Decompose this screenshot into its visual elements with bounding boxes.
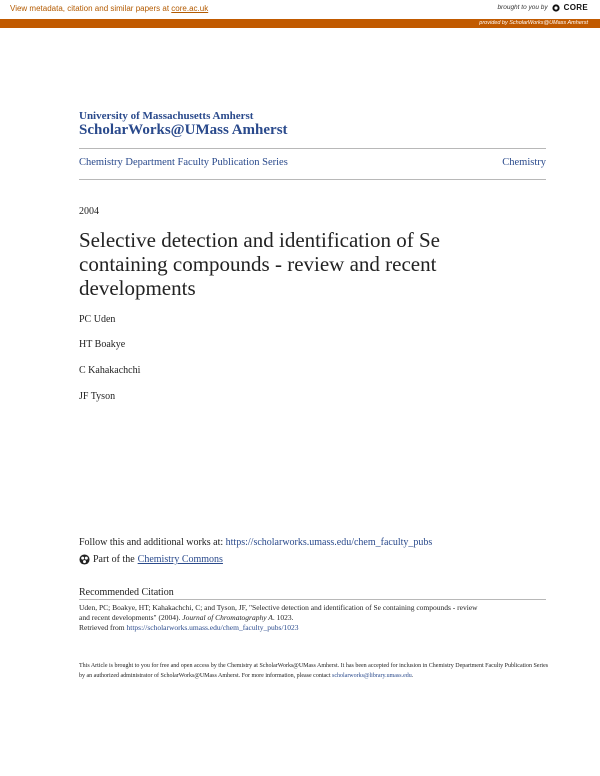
department-link[interactable]: Chemistry [502, 157, 546, 168]
citation-title-end: and recent developments" (2004). [79, 613, 183, 622]
core-link[interactable]: core.ac.uk [171, 4, 209, 13]
citation-retrieved [79, 623, 549, 633]
author-name: C Kahakachchi [79, 365, 141, 376]
author-name: JF Tyson [79, 391, 116, 402]
core-provided-bar [0, 19, 600, 28]
core-logo-text[interactable]: CORE [563, 3, 588, 12]
follow-line [79, 537, 432, 548]
retrieved-url-link[interactable]: https://scholarworks.umass.edu/chem_faculty_pubs/1023 [126, 623, 299, 632]
access-notice [79, 661, 549, 681]
title-line: developments [79, 276, 196, 300]
access-notice-end: . [411, 673, 414, 679]
access-notice-text: This Article is brought to you for free and open access by the Chemistry at ScholarWorks@UMass Amherst. It has been accepted for inclusion in Chemistry Department Faculty Publication Series by an authorized administrator of ScholarWorks@UMass Amherst. For more information, please contact [79, 663, 549, 679]
citation-volume: . 1023. [272, 613, 294, 622]
divider-nav [79, 179, 546, 180]
citation-journal: Journal of Chromatography A [182, 613, 273, 622]
core-logo-icon [552, 4, 560, 12]
follow-prefix: Follow this and additional works at: [79, 537, 226, 548]
core-brought-by: brought to you by [497, 4, 548, 11]
article-title [79, 228, 549, 300]
part-of-prefix: Part of the [93, 554, 135, 565]
contact-email-link[interactable]: scholarworks@library.umass.edu [331, 673, 412, 679]
author-name: PC Uden [79, 314, 116, 325]
repository-name[interactable]: ScholarWorks@UMass Amherst [79, 122, 288, 138]
collection-url-link[interactable]: https://scholarworks.umass.edu/chem_faculty_pubs [225, 537, 433, 548]
divider-top [79, 148, 546, 149]
citation-line-2 [79, 613, 549, 623]
network-icon [79, 554, 90, 565]
part-of-line [79, 554, 223, 565]
series-link[interactable]: Chemistry Department Faculty Publication Series [79, 157, 288, 168]
core-banner [0, 0, 600, 19]
recommended-citation-heading: Recommended Citation [79, 587, 174, 598]
divider-citation [79, 599, 546, 600]
citation-text [79, 603, 549, 633]
author-name: HT Boakye [79, 339, 126, 350]
core-view-text: View metadata, citation and similar papers at [10, 4, 172, 13]
university-name[interactable]: University of Massachusetts Amherst [79, 110, 254, 122]
retrieved-prefix: Retrieved from [79, 623, 127, 632]
chemistry-commons-link[interactable]: Chemistry Commons [137, 554, 223, 565]
core-branding [497, 3, 588, 12]
title-line: containing compounds - review and recent [79, 252, 437, 276]
core-provided-by: provided by ScholarWorks@UMass Amherst [479, 19, 588, 26]
title-line: Selective detection and identification of Se [79, 228, 440, 252]
publication-year: 2004 [79, 206, 99, 217]
citation-line-1: Uden, PC; Boakye, HT; Kahakachchi, C; and Tyson, JF, "Selective detection and identification of Se containing compounds - review [79, 603, 478, 612]
core-view-metadata [10, 4, 208, 13]
